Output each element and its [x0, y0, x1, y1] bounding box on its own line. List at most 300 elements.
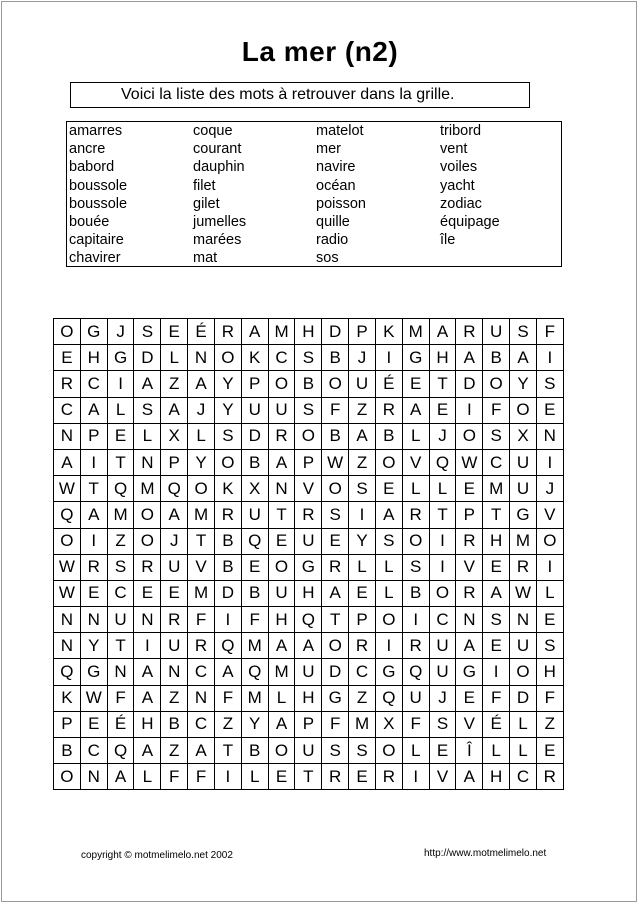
grid-cell: A — [269, 633, 296, 659]
grid-cell: V — [430, 764, 457, 790]
grid-cell: Q — [295, 607, 322, 633]
grid-cell: L — [430, 476, 457, 502]
grid-cell: K — [376, 319, 403, 345]
grid-cell: N — [108, 659, 135, 685]
grid-cell: R — [349, 633, 376, 659]
grid-cell: D — [134, 345, 161, 371]
grid-cell: M — [349, 712, 376, 738]
grid-cell: N — [134, 607, 161, 633]
grid-cell: I — [430, 555, 457, 581]
grid-cell: A — [242, 319, 269, 345]
grid-cell: Q — [242, 659, 269, 685]
grid-cell: O — [269, 738, 296, 764]
grid-cell: Z — [161, 371, 188, 397]
word-item: chavirer — [69, 250, 121, 267]
grid-cell: I — [403, 764, 430, 790]
grid-cell: U — [295, 529, 322, 555]
grid-cell: N — [161, 659, 188, 685]
grid-cell: L — [510, 712, 537, 738]
grid-cell: T — [483, 502, 510, 528]
word-item: boussole — [69, 195, 128, 212]
grid-cell: W — [54, 581, 81, 607]
grid-cell: O — [322, 371, 349, 397]
grid-cell: S — [537, 633, 564, 659]
grid-cell: R — [269, 424, 296, 450]
grid-cell: U — [430, 633, 457, 659]
word-item: coque — [193, 123, 233, 139]
grid-cell: C — [430, 607, 457, 633]
grid-cell: S — [349, 476, 376, 502]
grid-cell: E — [430, 738, 457, 764]
grid-cell: N — [269, 476, 296, 502]
grid-cell: S — [510, 319, 537, 345]
grid-cell: B — [54, 738, 81, 764]
grid-cell: E — [376, 476, 403, 502]
word-item: tribord — [440, 123, 482, 139]
grid-cell: T — [215, 738, 242, 764]
grid-cell: L — [108, 398, 135, 424]
grid-cell: G — [456, 659, 483, 685]
grid-cell: V — [537, 502, 564, 528]
grid-cell: B — [242, 581, 269, 607]
grid-cell: L — [510, 738, 537, 764]
grid-cell: Z — [161, 686, 188, 712]
grid-cell: T — [322, 607, 349, 633]
grid-cell: Z — [161, 738, 188, 764]
grid-cell: J — [430, 686, 457, 712]
grid-cell: D — [456, 371, 483, 397]
word-column — [314, 122, 438, 268]
word-column — [67, 122, 191, 268]
grid-cell: M — [403, 319, 430, 345]
grid-cell: L — [376, 555, 403, 581]
grid-cell: E — [537, 398, 564, 424]
grid-cell: Z — [215, 712, 242, 738]
grid-cell: T — [430, 371, 457, 397]
grid-cell: J — [108, 319, 135, 345]
grid-cell: B — [483, 345, 510, 371]
grid-cell: S — [295, 345, 322, 371]
grid-cell: A — [188, 738, 215, 764]
grid-cell: U — [161, 555, 188, 581]
grid-cell: G — [81, 659, 108, 685]
grid-cell: I — [134, 633, 161, 659]
grid-cell: C — [510, 764, 537, 790]
grid-cell: A — [456, 633, 483, 659]
grid-cell: T — [269, 502, 296, 528]
grid-cell: O — [269, 555, 296, 581]
grid-cell: I — [483, 659, 510, 685]
grid-cell: O — [215, 450, 242, 476]
grid-cell: C — [108, 581, 135, 607]
grid-cell: F — [537, 319, 564, 345]
grid-cell: O — [295, 424, 322, 450]
grid-cell: H — [483, 764, 510, 790]
grid-cell: R — [322, 555, 349, 581]
grid-cell: J — [161, 529, 188, 555]
word-item: navire — [316, 159, 356, 176]
grid-cell: I — [537, 555, 564, 581]
grid-cell: S — [322, 738, 349, 764]
grid-cell: M — [242, 686, 269, 712]
grid-cell: O — [430, 581, 457, 607]
grid-cell: I — [376, 633, 403, 659]
word-item: poisson — [316, 195, 366, 212]
grid-cell: O — [537, 529, 564, 555]
grid-cell: E — [108, 424, 135, 450]
grid-cell: F — [403, 712, 430, 738]
grid-cell: A — [510, 345, 537, 371]
grid-cell: J — [537, 476, 564, 502]
grid-cell: A — [134, 659, 161, 685]
grid-cell: Q — [403, 659, 430, 685]
grid-cell: Î — [456, 738, 483, 764]
grid-cell: U — [161, 633, 188, 659]
grid-cell: O — [510, 659, 537, 685]
grid-cell: V — [403, 450, 430, 476]
grid-cell: O — [54, 319, 81, 345]
grid-cell: Z — [108, 529, 135, 555]
grid-cell: N — [81, 764, 108, 790]
grid-cell: F — [215, 686, 242, 712]
grid-cell: U — [403, 686, 430, 712]
grid-cell: A — [456, 345, 483, 371]
grid-cell: Z — [349, 450, 376, 476]
grid-cell: R — [81, 555, 108, 581]
grid-cell: O — [134, 502, 161, 528]
grid-cell: A — [81, 398, 108, 424]
grid-cell: A — [161, 398, 188, 424]
grid-cell: L — [403, 424, 430, 450]
grid-cell: A — [349, 424, 376, 450]
grid-cell: A — [456, 764, 483, 790]
grid-cell: B — [376, 424, 403, 450]
grid-cell: R — [456, 529, 483, 555]
grid-cell: L — [161, 345, 188, 371]
grid-cell: X — [161, 424, 188, 450]
word-item: équipage — [440, 213, 500, 230]
grid-cell: É — [188, 319, 215, 345]
grid-cell: T — [108, 450, 135, 476]
grid-cell: X — [376, 712, 403, 738]
grid-cell: Q — [161, 476, 188, 502]
grid-cell: R — [456, 319, 483, 345]
grid-cell: H — [81, 345, 108, 371]
word-item: babord — [69, 159, 115, 176]
grid-cell: G — [322, 686, 349, 712]
grid-cell: A — [430, 319, 457, 345]
word-item: mat — [193, 250, 218, 267]
grid-cell: Z — [349, 398, 376, 424]
grid-cell: F — [483, 398, 510, 424]
grid-cell: A — [188, 371, 215, 397]
grid-cell: W — [54, 476, 81, 502]
grid-cell: I — [537, 345, 564, 371]
grid-cell: F — [188, 607, 215, 633]
grid-cell: I — [81, 450, 108, 476]
grid-cell: P — [349, 607, 376, 633]
grid-cell: N — [510, 607, 537, 633]
grid-cell: H — [269, 607, 296, 633]
grid-cell: R — [134, 555, 161, 581]
grid-cell: X — [510, 424, 537, 450]
grid-cell: R — [54, 371, 81, 397]
grid-cell: M — [134, 476, 161, 502]
grid-cell: M — [510, 529, 537, 555]
grid-cell: T — [295, 764, 322, 790]
grid-cell: L — [403, 738, 430, 764]
grid-cell: U — [349, 371, 376, 397]
grid-cell: C — [349, 659, 376, 685]
grid-cell: F — [483, 686, 510, 712]
grid-cell: P — [456, 502, 483, 528]
grid-cell: S — [134, 319, 161, 345]
word-column — [438, 122, 562, 249]
grid-cell: C — [188, 659, 215, 685]
grid-cell: Y — [215, 371, 242, 397]
grid-cell: Y — [242, 712, 269, 738]
grid-cell: D — [322, 319, 349, 345]
grid-cell: L — [537, 581, 564, 607]
grid-cell: S — [134, 398, 161, 424]
grid-cell: U — [510, 633, 537, 659]
grid-cell: Q — [242, 529, 269, 555]
grid-cell: G — [295, 555, 322, 581]
grid-cell: C — [483, 450, 510, 476]
grid-cell: F — [322, 398, 349, 424]
word-item: quille — [316, 213, 350, 230]
word-item: ancre — [69, 141, 106, 158]
grid-cell: R — [161, 607, 188, 633]
grid-cell: I — [349, 502, 376, 528]
grid-cell: A — [54, 450, 81, 476]
grid-cell: A — [483, 581, 510, 607]
grid-cell: M — [188, 581, 215, 607]
grid-cell: H — [483, 529, 510, 555]
grid-cell: W — [81, 686, 108, 712]
grid-cell: O — [269, 371, 296, 397]
grid-cell: O — [376, 607, 403, 633]
word-item: capitaire — [69, 232, 124, 249]
word-item: voiles — [440, 159, 478, 176]
grid-cell: E — [349, 581, 376, 607]
grid-cell: O — [54, 529, 81, 555]
grid-cell: V — [188, 555, 215, 581]
grid-cell: N — [537, 424, 564, 450]
grid-cell: A — [269, 450, 296, 476]
grid-cell: R — [215, 502, 242, 528]
grid-cell: B — [242, 450, 269, 476]
grid-cell: U — [269, 398, 296, 424]
grid-cell: Y — [188, 450, 215, 476]
grid-cell: O — [322, 476, 349, 502]
grid-cell: C — [269, 345, 296, 371]
grid-cell: S — [403, 555, 430, 581]
grid-cell: L — [134, 764, 161, 790]
grid-cell: M — [188, 502, 215, 528]
grid-cell: F — [108, 686, 135, 712]
grid-cell: A — [161, 502, 188, 528]
grid-cell: T — [188, 529, 215, 555]
grid-cell: P — [295, 712, 322, 738]
grid-cell: D — [510, 686, 537, 712]
grid-cell: V — [456, 712, 483, 738]
grid-cell: A — [376, 502, 403, 528]
grid-cell: E — [537, 738, 564, 764]
grid-cell: O — [322, 633, 349, 659]
grid-cell: A — [108, 764, 135, 790]
grid-cell: P — [242, 371, 269, 397]
grid-cell: E — [537, 607, 564, 633]
grid-cell: Y — [510, 371, 537, 397]
word-item: filet — [193, 177, 216, 194]
grid-cell: G — [108, 345, 135, 371]
grid-cell: L — [376, 581, 403, 607]
grid-cell: I — [430, 529, 457, 555]
grid-cell: N — [188, 345, 215, 371]
grid-cell: Q — [430, 450, 457, 476]
grid-cell: I — [403, 607, 430, 633]
grid-cell: N — [54, 424, 81, 450]
grid-cell: D — [215, 581, 242, 607]
grid-cell: J — [188, 398, 215, 424]
grid-cell: Q — [54, 659, 81, 685]
grid-cell: B — [295, 371, 322, 397]
grid-cell: I — [215, 607, 242, 633]
grid-cell: S — [108, 555, 135, 581]
word-item: gilet — [193, 195, 220, 212]
grid-cell: L — [403, 476, 430, 502]
grid-cell: N — [134, 450, 161, 476]
grid-cell: L — [483, 738, 510, 764]
grid-cell: S — [322, 502, 349, 528]
word-item: radio — [316, 232, 349, 249]
grid-cell: N — [54, 607, 81, 633]
grid-cell: O — [376, 450, 403, 476]
grid-cell: I — [215, 764, 242, 790]
grid-cell: Z — [537, 712, 564, 738]
grid-cell: F — [188, 764, 215, 790]
grid-cell: B — [403, 581, 430, 607]
grid-cell: E — [483, 633, 510, 659]
grid-cell: C — [54, 398, 81, 424]
grid-cell: E — [242, 555, 269, 581]
grid-cell: K — [242, 345, 269, 371]
grid-cell: L — [242, 764, 269, 790]
grid-cell: A — [322, 581, 349, 607]
grid-cell: U — [510, 450, 537, 476]
grid-cell: L — [134, 424, 161, 450]
grid-cell: Q — [108, 738, 135, 764]
grid-cell: I — [537, 450, 564, 476]
grid-cell: F — [537, 686, 564, 712]
grid-cell: O — [376, 738, 403, 764]
grid-cell: W — [322, 450, 349, 476]
grid-cell: U — [242, 502, 269, 528]
grid-cell: H — [134, 712, 161, 738]
grid-cell: S — [537, 371, 564, 397]
word-item: bouée — [69, 213, 110, 230]
grid-cell: B — [215, 529, 242, 555]
grid-cell: A — [403, 398, 430, 424]
grid-cell: N — [54, 633, 81, 659]
grid-cell: E — [54, 345, 81, 371]
grid-cell: O — [403, 529, 430, 555]
grid-cell: Y — [81, 633, 108, 659]
grid-cell: R — [403, 502, 430, 528]
grid-cell: R — [295, 502, 322, 528]
grid-cell: I — [81, 529, 108, 555]
grid-cell: P — [81, 424, 108, 450]
grid-cell: J — [349, 345, 376, 371]
word-item: marées — [193, 232, 242, 249]
grid-cell: F — [161, 764, 188, 790]
grid-cell: B — [242, 738, 269, 764]
grid-cell: A — [134, 686, 161, 712]
grid-cell: M — [269, 659, 296, 685]
grid-cell: S — [483, 424, 510, 450]
grid-cell: P — [161, 450, 188, 476]
grid-cell: U — [295, 738, 322, 764]
grid-cell: C — [188, 712, 215, 738]
grid-cell: A — [295, 633, 322, 659]
grid-cell: E — [269, 764, 296, 790]
grid-cell: R — [537, 764, 564, 790]
grid-cell: A — [134, 738, 161, 764]
grid-cell: P — [54, 712, 81, 738]
grid-cell: A — [269, 712, 296, 738]
grid-cell: R — [322, 764, 349, 790]
grid-cell: R — [188, 633, 215, 659]
word-item: sos — [316, 250, 339, 267]
grid-cell: E — [430, 398, 457, 424]
word-item: jumelles — [193, 213, 247, 230]
grid-cell: S — [349, 738, 376, 764]
grid-cell: W — [54, 555, 81, 581]
grid-cell: O — [510, 398, 537, 424]
grid-cell: S — [430, 712, 457, 738]
grid-cell: B — [161, 712, 188, 738]
grid-cell: L — [188, 424, 215, 450]
word-item: amarres — [69, 123, 123, 139]
grid-cell: T — [430, 502, 457, 528]
grid-cell: E — [161, 581, 188, 607]
grid-cell: M — [269, 319, 296, 345]
grid-cell: E — [161, 319, 188, 345]
grid-cell: S — [483, 607, 510, 633]
grid-cell: T — [108, 633, 135, 659]
grid-cell: É — [108, 712, 135, 738]
grid-cell: E — [134, 581, 161, 607]
grid-cell: H — [295, 581, 322, 607]
grid-cell: R — [403, 633, 430, 659]
word-item: dauphin — [193, 159, 245, 176]
grid-cell: U — [483, 319, 510, 345]
grid-cell: F — [242, 607, 269, 633]
grid-cell: B — [215, 555, 242, 581]
grid-cell: U — [510, 476, 537, 502]
grid-cell: E — [483, 555, 510, 581]
grid-cell: R — [376, 398, 403, 424]
grid-cell: S — [215, 424, 242, 450]
grid-cell: X — [242, 476, 269, 502]
grid-cell: C — [81, 738, 108, 764]
grid-cell: K — [215, 476, 242, 502]
grid-cell: P — [349, 319, 376, 345]
word-item: courant — [193, 141, 242, 158]
word-item: yacht — [440, 177, 475, 194]
grid-cell: W — [456, 450, 483, 476]
